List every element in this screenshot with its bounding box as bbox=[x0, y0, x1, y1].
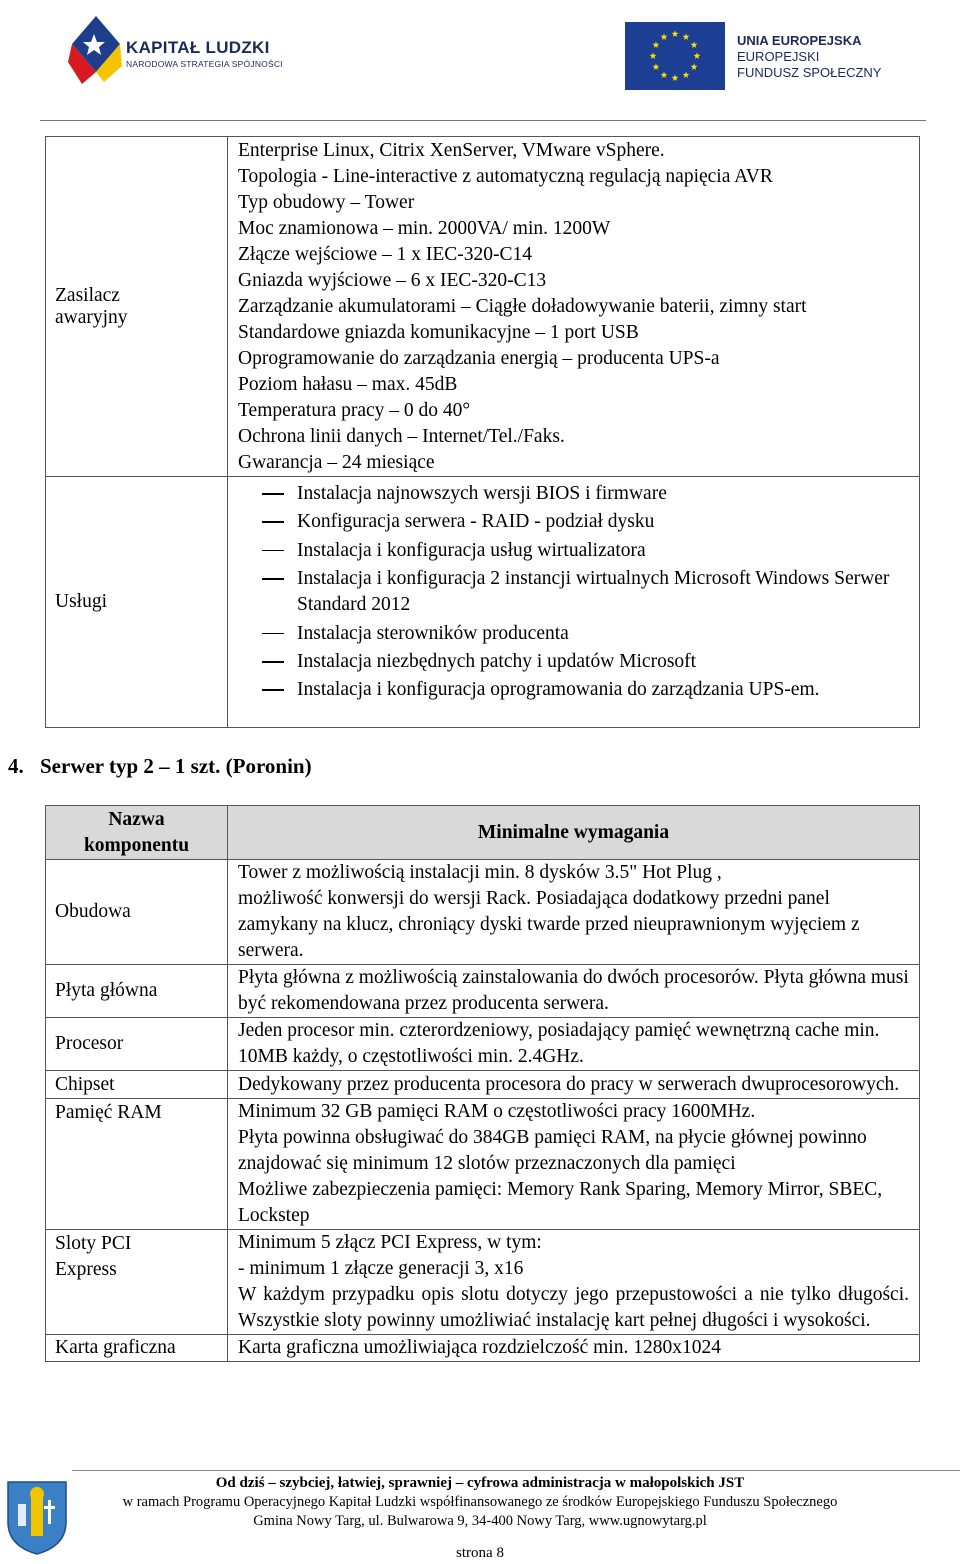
services-list bbox=[228, 481, 909, 703]
footer-rule bbox=[72, 1470, 960, 1471]
eu-line-3: FUNDUSZ SPOŁECZNY bbox=[737, 65, 882, 80]
kl-logo-subtitle: NARODOWA STRATEGIA SPÓJNOŚCI bbox=[126, 59, 283, 69]
footer-address: Gmina Nowy Targ, ul. Bulwarowa 9, 34-400 Nowy Targ, www.ugnowytarg.pl bbox=[253, 1513, 707, 1529]
ups-services-table bbox=[45, 136, 920, 728]
list-item: Instalacja i konfiguracja oprogramowania do zarządzania UPS-em. bbox=[228, 677, 909, 703]
eu-logo-text bbox=[737, 33, 881, 81]
section-number: 4. bbox=[8, 754, 24, 778]
list-item: Instalacja i konfiguracja usług wirtualizatora bbox=[228, 538, 909, 564]
row-label: Pamięć RAM bbox=[46, 1099, 228, 1230]
row-label: Obudowa bbox=[46, 860, 228, 965]
list-item: Instalacja i konfiguracja 2 instancji wirtualnych Microsoft Windows Serwer Standard 2012 bbox=[228, 566, 909, 618]
row-label: Procesor bbox=[46, 1018, 228, 1071]
table-row bbox=[46, 1018, 920, 1071]
section-heading bbox=[8, 754, 312, 779]
page-number: strona 8 bbox=[456, 1545, 504, 1561]
table-row bbox=[46, 477, 920, 728]
services-cell bbox=[228, 477, 920, 728]
table-row bbox=[46, 1071, 920, 1099]
row-text: Karta graficzna umożliwiająca rozdzielczość min. 1280x1024 bbox=[228, 1335, 920, 1362]
ups-spec-text: Enterprise Linux, Citrix XenServer, VMware vSphere. Topologia - Line-interactive z automatyczną regulacją napięcia AVR Typ obudowy – Tower Moc znamionowa – min. 2000VA/ min. 1200W Złącze wejściowe – 1 x IEC-320-C14 Gniazda wyjściowe – 6 x IEC-320-C13 Zarządzanie akumulatorami – Ciągłe doładowywanie baterii, zimny start Standardowe gniazda komunikacyjne – 1 port USB Oprogramowanie do zarządzania energią – producenta UPS-a Poziom hałasu – max. 45dB Temperatura pracy – 0 do 40° Ochrona linii danych – Internet/Tel./Faks. Gwarancja – 24 miesiące bbox=[228, 137, 920, 477]
section-title: Serwer typ 2 – 1 szt. (Poronin) bbox=[40, 754, 312, 778]
kl-logo-title: KAPITAŁ LUDZKI bbox=[126, 38, 270, 57]
table-row bbox=[46, 965, 920, 1018]
row-label: Karta graficzna bbox=[46, 1335, 228, 1362]
row-label: Płyta główna bbox=[46, 965, 228, 1018]
list-item: Instalacja niezbędnych patchy i updatów Microsoft bbox=[228, 649, 909, 675]
row-text: Dedykowany przez producenta procesora do pracy w serwerach dwuprocesorowych. bbox=[228, 1071, 920, 1099]
services-label: Usługi bbox=[46, 477, 228, 728]
ups-label: Zasilacz awaryjny bbox=[46, 137, 228, 477]
list-item: Konfiguracja serwera - RAID - podział dysku bbox=[228, 509, 909, 535]
pci-text-2: W każdym przypadku opis slotu dotyczy jego przepustowości a nie tylko długości. Wszystkie sloty powinny umożliwiać instalację kart pełnej długości i wysokości. bbox=[238, 1284, 909, 1331]
row-text: Płyta główna z możliwością zainstalowania do dwóch procesorów. Płyta główna musi być rekomendowana przez producenta serwera. bbox=[228, 965, 920, 1018]
header-requirements: Minimalne wymagania bbox=[228, 806, 920, 860]
server-requirements-table bbox=[45, 805, 920, 1362]
list-item: Instalacja najnowszych wersji BIOS i firmware bbox=[228, 481, 909, 507]
table-row bbox=[46, 860, 920, 965]
eu-flag-icon bbox=[625, 22, 725, 90]
row-text: Tower z możliwością instalacji min. 8 dysków 3.5" Hot Plug , możliwość konwersji do wersji Rack. Posiadająca dodatkowy przedni panel zamykany na klucz, chroniący dyski twarde przed nieuprawnionym wyjęciem z serwera. bbox=[228, 860, 920, 965]
kapital-ludzki-logo bbox=[66, 14, 124, 86]
table-row bbox=[46, 1335, 920, 1362]
footer-project-title: Od dziś – szybciej, łatwiej, sprawniej – cyfrowa administracja w małopolskich JST bbox=[215, 1475, 745, 1491]
row-text: Jeden procesor min. czterordzeniowy, posiadający pamięć wewnętrzną cache min. 10MB każdy, o częstotliwości min. 2.4GHz. bbox=[228, 1018, 920, 1071]
row-label: Sloty PCI Express bbox=[46, 1230, 228, 1335]
list-item: Instalacja sterowników producenta bbox=[228, 621, 909, 647]
table-row bbox=[46, 1099, 920, 1230]
row-text bbox=[228, 1230, 920, 1335]
table-header-row bbox=[46, 806, 920, 860]
table-row bbox=[46, 137, 920, 477]
table-row bbox=[46, 1230, 920, 1335]
eu-line-1: UNIA EUROPEJSKA bbox=[737, 33, 862, 48]
header-rule bbox=[40, 120, 926, 121]
pci-text-1: Minimum 5 złącz PCI Express, w tym: - minimum 1 złącze generacji 3, x16 bbox=[238, 1232, 542, 1279]
eu-line-2: EUROPEJSKI bbox=[737, 49, 820, 64]
header-component: Nazwa komponentu bbox=[46, 806, 228, 860]
row-label: Chipset bbox=[46, 1071, 228, 1099]
row-text: Minimum 32 GB pamięci RAM o częstotliwości pracy 1600MHz. Płyta powinna obsługiwać do 384GB pamięci RAM, na płycie głównej powinno znajdować się minimum 12 slotów przeznaczonych dla pamięci Możliwe zabezpieczenia pamięci: Memory Rank Sparing, Memory Mirror, SBEC, Lockstep bbox=[228, 1099, 920, 1230]
footer-program: w ramach Programu Operacyjnego Kapitał Ludzki współfinansowanego ze środków Europejskiego Funduszu Społecznego bbox=[122, 1494, 838, 1510]
